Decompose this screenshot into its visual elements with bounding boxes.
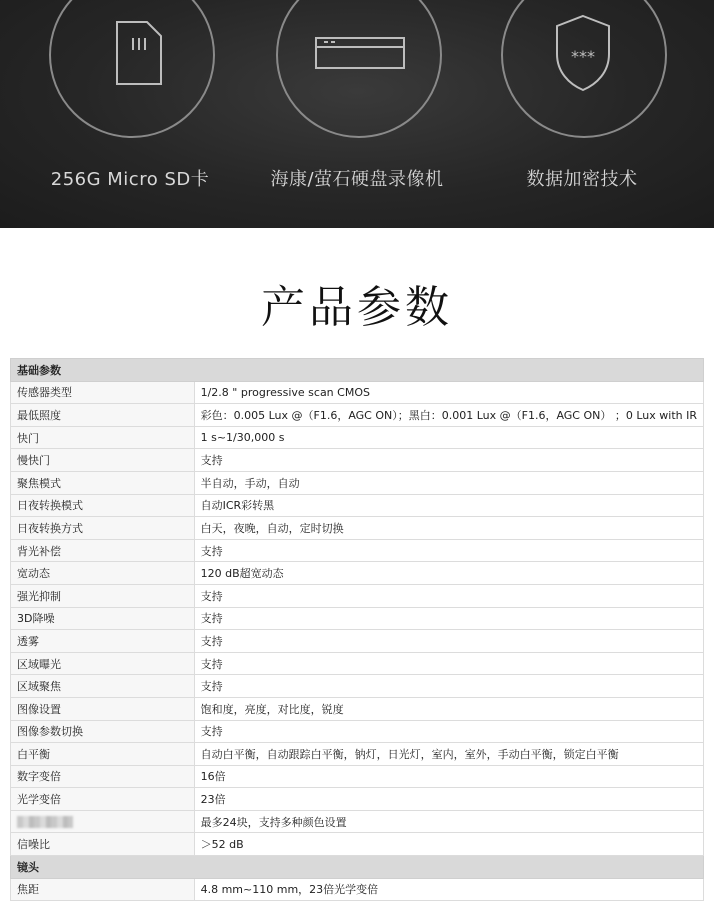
spec-value: 1/2.8 " progressive scan CMOS [194, 381, 703, 404]
table-row [11, 517, 704, 540]
spec-value: 彩色：0.005 Lux @（F1.6，AGC ON）；黑白：0.001 Lux @（F1.6，AGC ON） ；0 Lux with IR [194, 404, 703, 427]
table-row [11, 584, 704, 607]
section-title: 镜头 [11, 856, 704, 879]
shield-encryption-icon [503, 0, 665, 136]
feature-circle [276, 0, 442, 138]
spec-key: 传感器类型 [11, 381, 195, 404]
spec-key: 光学变倍 [11, 788, 195, 811]
spec-value: 支持 [194, 607, 703, 630]
spec-key: 白平衡 [11, 743, 195, 766]
spec-key: 3D降噪 [11, 607, 195, 630]
blurred-label [17, 816, 73, 828]
spec-value: 支持 [194, 630, 703, 653]
spec-value: 支持 [194, 652, 703, 675]
table-row [11, 743, 704, 766]
feature-label: 256G Micro SD卡 [50, 169, 210, 190]
spec-value: 支持 [194, 675, 703, 698]
spec-value: 支持 [194, 539, 703, 562]
spec-value: 支持 [194, 584, 703, 607]
table-row [11, 494, 704, 517]
table-row [11, 878, 704, 901]
shield-icon-text: *** [571, 47, 595, 66]
spec-value: 自动白平衡，自动跟踪白平衡，钠灯，日光灯，室内，室外，手动白平衡，锁定白平衡 [194, 743, 703, 766]
table-section-header [11, 359, 704, 382]
spec-value: 1 s~1/30,000 s [194, 426, 703, 449]
table-row [11, 697, 704, 720]
table-row [11, 607, 704, 630]
spec-value: ＞52 dB [194, 833, 703, 856]
spec-key: 信噪比 [11, 833, 195, 856]
spec-value: 23倍 [194, 788, 703, 811]
table-row [11, 449, 704, 472]
table-row [11, 381, 704, 404]
spec-value: 支持 [194, 720, 703, 743]
table-section-header [11, 856, 704, 879]
spec-value: 最多24块，支持多种颜色设置 [194, 810, 703, 833]
spec-value: 白天，夜晚，自动，定时切换 [194, 517, 703, 540]
spec-value: 饱和度，亮度，对比度，锐度 [194, 697, 703, 720]
table-row [11, 404, 704, 427]
spec-key: 区域聚焦 [11, 675, 195, 698]
spec-key: 强光抑制 [11, 584, 195, 607]
spec-key: 图像参数切换 [11, 720, 195, 743]
spec-key: 最低照度 [11, 404, 195, 427]
table-row [11, 720, 704, 743]
spec-key: 日夜转换方式 [11, 517, 195, 540]
table-row [11, 630, 704, 653]
feature-circle [49, 0, 215, 138]
table-row [11, 810, 704, 833]
nvr-recorder-icon [278, 0, 440, 136]
sd-card-icon [51, 0, 213, 136]
spec-table [10, 358, 704, 901]
feature-circle [501, 0, 667, 138]
spec-key-blurred [11, 810, 195, 833]
spec-value: 自动ICR彩转黑 [194, 494, 703, 517]
table-row [11, 675, 704, 698]
table-row [11, 765, 704, 788]
spec-key: 透雾 [11, 630, 195, 653]
table-row [11, 426, 704, 449]
spec-value: 支持 [194, 449, 703, 472]
spec-value: 4.8 mm~110 mm，23倍光学变倍 [194, 878, 703, 901]
feature-label: 数据加密技术 [526, 169, 638, 190]
table-row [11, 539, 704, 562]
spec-key: 宽动态 [11, 562, 195, 585]
spec-key: 聚焦模式 [11, 471, 195, 494]
table-row [11, 562, 704, 585]
spec-value: 半自动，手动，自动 [194, 471, 703, 494]
spec-key: 慢快门 [11, 449, 195, 472]
table-row [11, 652, 704, 675]
spec-key: 区域曝光 [11, 652, 195, 675]
spec-key: 数字变倍 [11, 765, 195, 788]
table-row [11, 833, 704, 856]
page-title: 产品参数 [261, 282, 453, 333]
table-row [11, 788, 704, 811]
section-title: 基础参数 [11, 359, 704, 382]
spec-value: 16倍 [194, 765, 703, 788]
spec-key: 焦距 [11, 878, 195, 901]
spec-key: 图像设置 [11, 697, 195, 720]
feature-banner [0, 0, 714, 228]
feature-label: 海康/萤石硬盘录像机 [270, 169, 444, 190]
table-row [11, 471, 704, 494]
spec-key: 日夜转换模式 [11, 494, 195, 517]
spec-value: 120 dB超宽动态 [194, 562, 703, 585]
spec-key: 快门 [11, 426, 195, 449]
spec-key: 背光补偿 [11, 539, 195, 562]
